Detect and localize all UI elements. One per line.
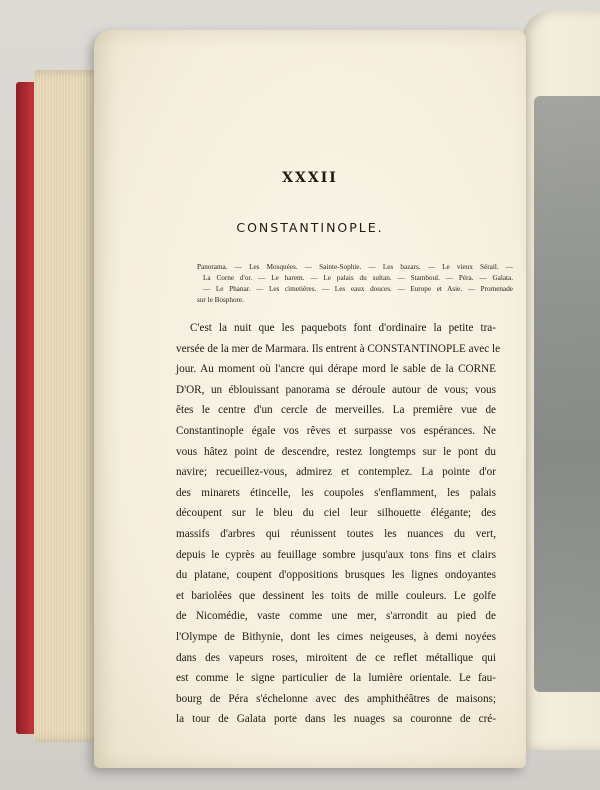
body-line: depuis le cyprès au feuillage sombre jusqu'aux tons fins et clairs xyxy=(176,548,496,561)
body-line: massifs d'arbres qui réunissent toutes les nuances du vert, xyxy=(176,527,496,540)
body-line: la tour de Galata porte dans les nuages sa couronne de cré- xyxy=(176,713,496,726)
body-line: C'est la nuit que les paquebots font d'ordinaire la petite tra- xyxy=(190,322,496,334)
body-line: du platane, coupent d'oppositions brusques les lignes ondoyantes xyxy=(176,569,496,582)
summary-line: sur le Bosphore. xyxy=(197,296,244,304)
chapter-summary xyxy=(197,262,513,306)
engraving-plate xyxy=(534,96,600,692)
summary-line: — Le Phanar. — Les cimetières. — Les eaux douces. — Europe et Asie. — Promenade xyxy=(203,285,513,293)
body-line: des minarets étincelle, les coupoles s'enflamment, les palais xyxy=(176,486,496,499)
body-line: jour. Au moment où l'ancre qui dérape mord le sable de la CORNE xyxy=(176,363,496,376)
summary-line: Panorama. — Les Mosquées. — Sainte-Sophie. — Les bazars. — Le vieux Sérail. — xyxy=(197,263,513,271)
body-line: bourg de Péra s'échelonne avec des amphithéâtres de maisons; xyxy=(176,692,496,705)
body-line: vous hâtez point de descendre, restez longtemps sur le pont du xyxy=(176,445,496,458)
body-line: dans des vapeurs roses, miroitent de ce reflet métallique qui xyxy=(176,651,496,664)
body-line: est comme le signe particulier de la lumière orientale. Le fau- xyxy=(176,672,496,685)
body-line: êtes le centre d'un cercle de merveilles. La première vue de xyxy=(176,404,496,417)
body-line: de Nicomédie, vaste comme une mer, s'arrondit au pied de xyxy=(176,610,496,623)
body-line: l'Olympe de Bithynie, dont les cimes neigeuses, à demi noyées xyxy=(176,630,496,643)
book-page xyxy=(94,30,526,768)
body-line: et bariolées que dessinent les toits de mille couleurs. Le golfe xyxy=(176,589,496,602)
body-line: navire; recueillez-vous, admirez et contemplez. La pointe d'or xyxy=(176,466,496,479)
summary-line: La Corne d'or. — Le harem. — Le palais du sultan. — Stamboul. — Péra. — Galata. xyxy=(203,274,513,282)
chapter-title: CONSTANTINOPLE. xyxy=(236,220,384,235)
body-paragraph xyxy=(176,318,501,730)
body-line: découpent sur le bleu du ciel leur silhouette élégante; des xyxy=(176,507,496,520)
body-line: versée de la mer de Marmara. Ils entrent à CONSTANTINOPLE avec le xyxy=(176,342,501,355)
body-line: D'OR, un éblouissant panorama se déroule autour de vous; vous xyxy=(176,383,496,396)
chapter-number: XXXII xyxy=(282,170,338,186)
body-line: Constantinople égale vos rêves et surpasse vos espérances. Ne xyxy=(176,424,496,437)
